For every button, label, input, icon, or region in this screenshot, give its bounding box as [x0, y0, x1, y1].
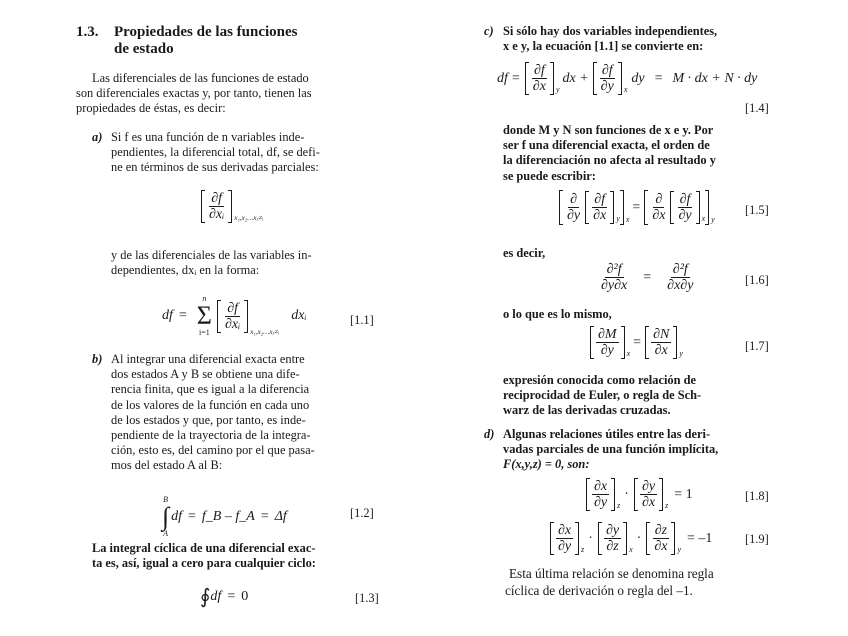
euler-line: reciprocidad de Euler, o regla de Sch-: [503, 388, 702, 403]
eq-label-1-4: [1.4]: [745, 101, 769, 115]
eq-lhs: df: [171, 509, 183, 525]
eq-denominator: ∂y∂x: [601, 278, 628, 293]
text-o-lo-que: o lo que es lo mismo,: [503, 307, 612, 321]
item-b-line: de los estados y que, por tanto, es inde-: [111, 412, 306, 427]
eq-subscript: x: [626, 348, 631, 358]
eq-equals: =: [188, 509, 196, 525]
sum-symbol: [197, 295, 212, 337]
eq-label-1-7: [1.7]: [745, 339, 769, 353]
eq-label-1-3: [1.3]: [355, 591, 379, 605]
item-c-line: Si sólo hay dos variables independientes,: [503, 24, 718, 38]
eq-equals: =: [227, 589, 236, 605]
item-d-label: d): [484, 427, 495, 441]
eq-label-1-1: [1.1]: [350, 313, 374, 327]
item-b-label: b): [92, 352, 103, 366]
eq-equals: =: [632, 199, 641, 215]
intro-line: Las diferenciales de las funciones de estado: [92, 71, 309, 85]
equation-1-6: [597, 262, 697, 293]
eq-subscript: y: [711, 214, 715, 224]
equation-1-7: [589, 326, 683, 359]
eq-denominator: ∂x: [532, 79, 546, 94]
eq-numerator: ∂: [570, 192, 578, 207]
eq-denominator: ∂x: [593, 208, 607, 223]
eq-subscript: z: [665, 500, 669, 510]
eq-term: dx +: [562, 70, 589, 86]
eq-denominator: ∂x∂y: [667, 278, 694, 293]
equation-1-3: [200, 584, 248, 610]
eq-denominator: ∂xᵢ: [209, 207, 225, 222]
equation-1-8: [585, 478, 693, 511]
eq-denominator: ∂y: [600, 79, 614, 94]
eq-denominator: ∂y: [558, 539, 572, 554]
item-b: [92, 352, 382, 474]
eq-subscript: y: [555, 84, 560, 94]
contour-integral-sign: ∮: [200, 586, 211, 608]
eq-subscript: z: [617, 500, 621, 510]
item-c-after-line: la diferenciación no afecta al resultado y: [503, 153, 716, 168]
equation-1-2: [162, 496, 287, 538]
eq-rhs: f_B – f_A: [201, 509, 255, 525]
eq-dot: ·: [588, 530, 593, 546]
item-d: [484, 427, 784, 473]
eq-numerator: ∂f: [227, 300, 239, 316]
eq-denominator: ∂z: [606, 539, 619, 554]
cyclic-line: La integral cíclica de una diferencial exac-: [92, 541, 316, 555]
eq-lhs: df: [162, 308, 173, 324]
eq-numerator: ∂f: [533, 63, 545, 78]
eq-subscript: x₁,x₂…xⱼ≠ᵢ: [250, 327, 280, 336]
eq-equals: =: [643, 269, 652, 285]
eq-numerator: ∂N: [653, 327, 670, 342]
eq-equals: =: [633, 334, 642, 350]
item-c: [484, 24, 784, 54]
eq-subscript: y: [679, 348, 683, 358]
eq-equals: =: [511, 70, 520, 86]
item-b-line: Al integrar una diferencial exacta entre: [111, 352, 305, 366]
eq-subscript: x₁,x₂…xⱼ≠ᵢ: [234, 213, 264, 222]
item-b-line: de los valores de la función en cada uno: [111, 397, 310, 412]
item-c-label: c): [484, 24, 494, 38]
eq-equals: =: [654, 70, 663, 86]
item-a-continued: [111, 248, 381, 278]
eq-denominator: ∂x: [652, 208, 666, 223]
int-lower: A: [163, 529, 168, 538]
item-a: [92, 130, 382, 176]
eq-subscript: x: [629, 544, 633, 554]
eq-label-1-9: [1.9]: [745, 532, 769, 546]
eq-denominator: ∂xᵢ: [224, 316, 241, 332]
eq-label-1-5: [1.5]: [745, 203, 769, 217]
eq-rhs: = –1: [687, 530, 713, 546]
eq-numerator: ∂²f: [606, 262, 622, 277]
eq-denominator: ∂y: [567, 208, 581, 223]
section-title-line2: de estado: [114, 41, 174, 57]
item-a-after-line: dependientes, dxᵢ en la forma:: [111, 263, 260, 278]
intro-line: propiedades de éstas, es decir:: [76, 101, 226, 116]
final-line: Esta última relación se denomina regla: [509, 566, 714, 581]
eq-lhs: df: [497, 70, 508, 86]
eq-numerator: ∂y: [605, 523, 620, 538]
item-a-line: pendientes, la diferencial total, df, se defi-: [111, 145, 320, 160]
eq-denominator: ∂y: [600, 343, 614, 358]
intro-paragraph: [76, 71, 378, 117]
item-c-continued: [503, 123, 779, 184]
eq-tail: dxᵢ: [291, 308, 307, 324]
euler-line: expresión conocida como relación de: [503, 373, 696, 387]
eq-subscript: x: [625, 214, 630, 224]
eq-equals: =: [260, 509, 269, 525]
cyclic-paragraph: [92, 541, 384, 571]
item-b-line: dos estados A y B se obtiene una dife-: [111, 367, 300, 382]
intro-line: son diferenciales exactas y, por tanto, tienen las: [76, 86, 312, 101]
item-a-line: Si f es una función de n variables inde-: [111, 130, 305, 144]
sum-upper: n: [202, 294, 207, 303]
item-a-label: a): [92, 130, 103, 144]
item-a-after-line: y de las diferenciales de las variables in-: [111, 248, 312, 262]
eq-numerator: ∂M: [598, 327, 617, 342]
eq-denominator: ∂x: [654, 343, 668, 358]
eq-numerator: ∂y: [641, 479, 656, 494]
text-es-decir: es decir,: [503, 246, 546, 260]
eq-numerator: ∂x: [594, 479, 608, 494]
eq-rhs: M · dx + N · dy: [672, 70, 758, 86]
int-upper: B: [163, 495, 168, 504]
equation-1-5: [558, 190, 715, 225]
sum-lower: i=1: [199, 328, 210, 337]
euler-paragraph: [503, 373, 781, 419]
final-line: cíclica de derivación o regla del –1.: [505, 583, 693, 598]
partial-derivative-expression: [200, 190, 263, 223]
eq-numerator: ∂²f: [672, 262, 688, 277]
eq-denominator: ∂y: [678, 208, 692, 223]
item-b-line: mos del estado A al B:: [111, 458, 223, 473]
item-d-line: F(x,y,z) = 0, son:: [503, 457, 590, 472]
eq-subscript: x: [623, 84, 628, 94]
eq-numerator: ∂f: [601, 63, 613, 78]
equation-1-4: [497, 62, 757, 95]
eq-dot: ·: [624, 486, 629, 502]
item-b-line: pendiente de la trayectoria de la integra-: [111, 428, 311, 443]
eq-subscript: y: [616, 213, 620, 223]
eq-rhs: Δf: [274, 509, 287, 525]
eq-denominator: ∂x: [641, 495, 656, 510]
cyclic-line: ta es, así, igual a cero para cualquier ciclo:: [92, 556, 316, 571]
eq-lhs: df: [210, 589, 222, 605]
item-d-line: Algunas relaciones útiles entre las deri-: [503, 427, 711, 441]
eq-numerator: ∂: [655, 192, 663, 207]
eq-numerator: ∂f: [594, 192, 606, 207]
eq-numerator: ∂x: [558, 523, 572, 538]
eq-label-1-2: [1.2]: [350, 506, 374, 520]
eq-numerator: ∂f: [211, 191, 223, 206]
eq-equals: =: [178, 308, 187, 324]
eq-numerator: ∂f: [679, 192, 691, 207]
final-paragraph: [505, 565, 805, 599]
eq-rhs: 0: [241, 589, 249, 605]
eq-numerator: ∂z: [654, 523, 668, 538]
eq-term: dy: [631, 70, 645, 86]
eq-denominator: ∂y: [594, 495, 608, 510]
item-c-after-line: donde M y N son funciones de x e y. Por: [503, 123, 714, 137]
eq-label-1-8: [1.8]: [745, 489, 769, 503]
item-a-line: ne en términos de sus derivadas parciales:: [111, 160, 319, 175]
eq-subscript: z: [581, 544, 585, 554]
item-c-line: x e y, la ecuación [1.1] se convierte en:: [503, 39, 704, 54]
item-b-line: rencia finita, que es igual a la diferencia: [111, 382, 310, 397]
eq-denominator: ∂x: [654, 539, 668, 554]
integral-symbol: [162, 496, 169, 538]
item-c-after-line: ser f una diferencial exacta, el orden de: [503, 138, 710, 153]
eq-label-1-6: [1.6]: [745, 273, 769, 287]
eq-dot: ·: [636, 530, 642, 546]
eq-subscript: y: [677, 544, 682, 554]
item-d-line: vadas parciales de una función implícita,: [503, 442, 719, 457]
eq-subscript: x: [701, 213, 706, 223]
equation-1-1: [162, 295, 307, 337]
int-sign: ∫: [162, 502, 170, 531]
section-title-line1: Propiedades de las funciones: [114, 24, 298, 40]
item-c-after-line: se puede escribir:: [503, 168, 596, 183]
section-heading: [76, 24, 376, 58]
section-number: 1.3.: [76, 24, 99, 40]
item-b-line: ción, esto es, del camino por el que pasa-: [111, 443, 315, 458]
eq-rhs: = 1: [674, 486, 693, 502]
euler-line: warz de las derivadas cruzadas.: [503, 403, 671, 418]
sum-sign: Σ: [196, 301, 212, 330]
equation-1-9: [549, 522, 712, 555]
